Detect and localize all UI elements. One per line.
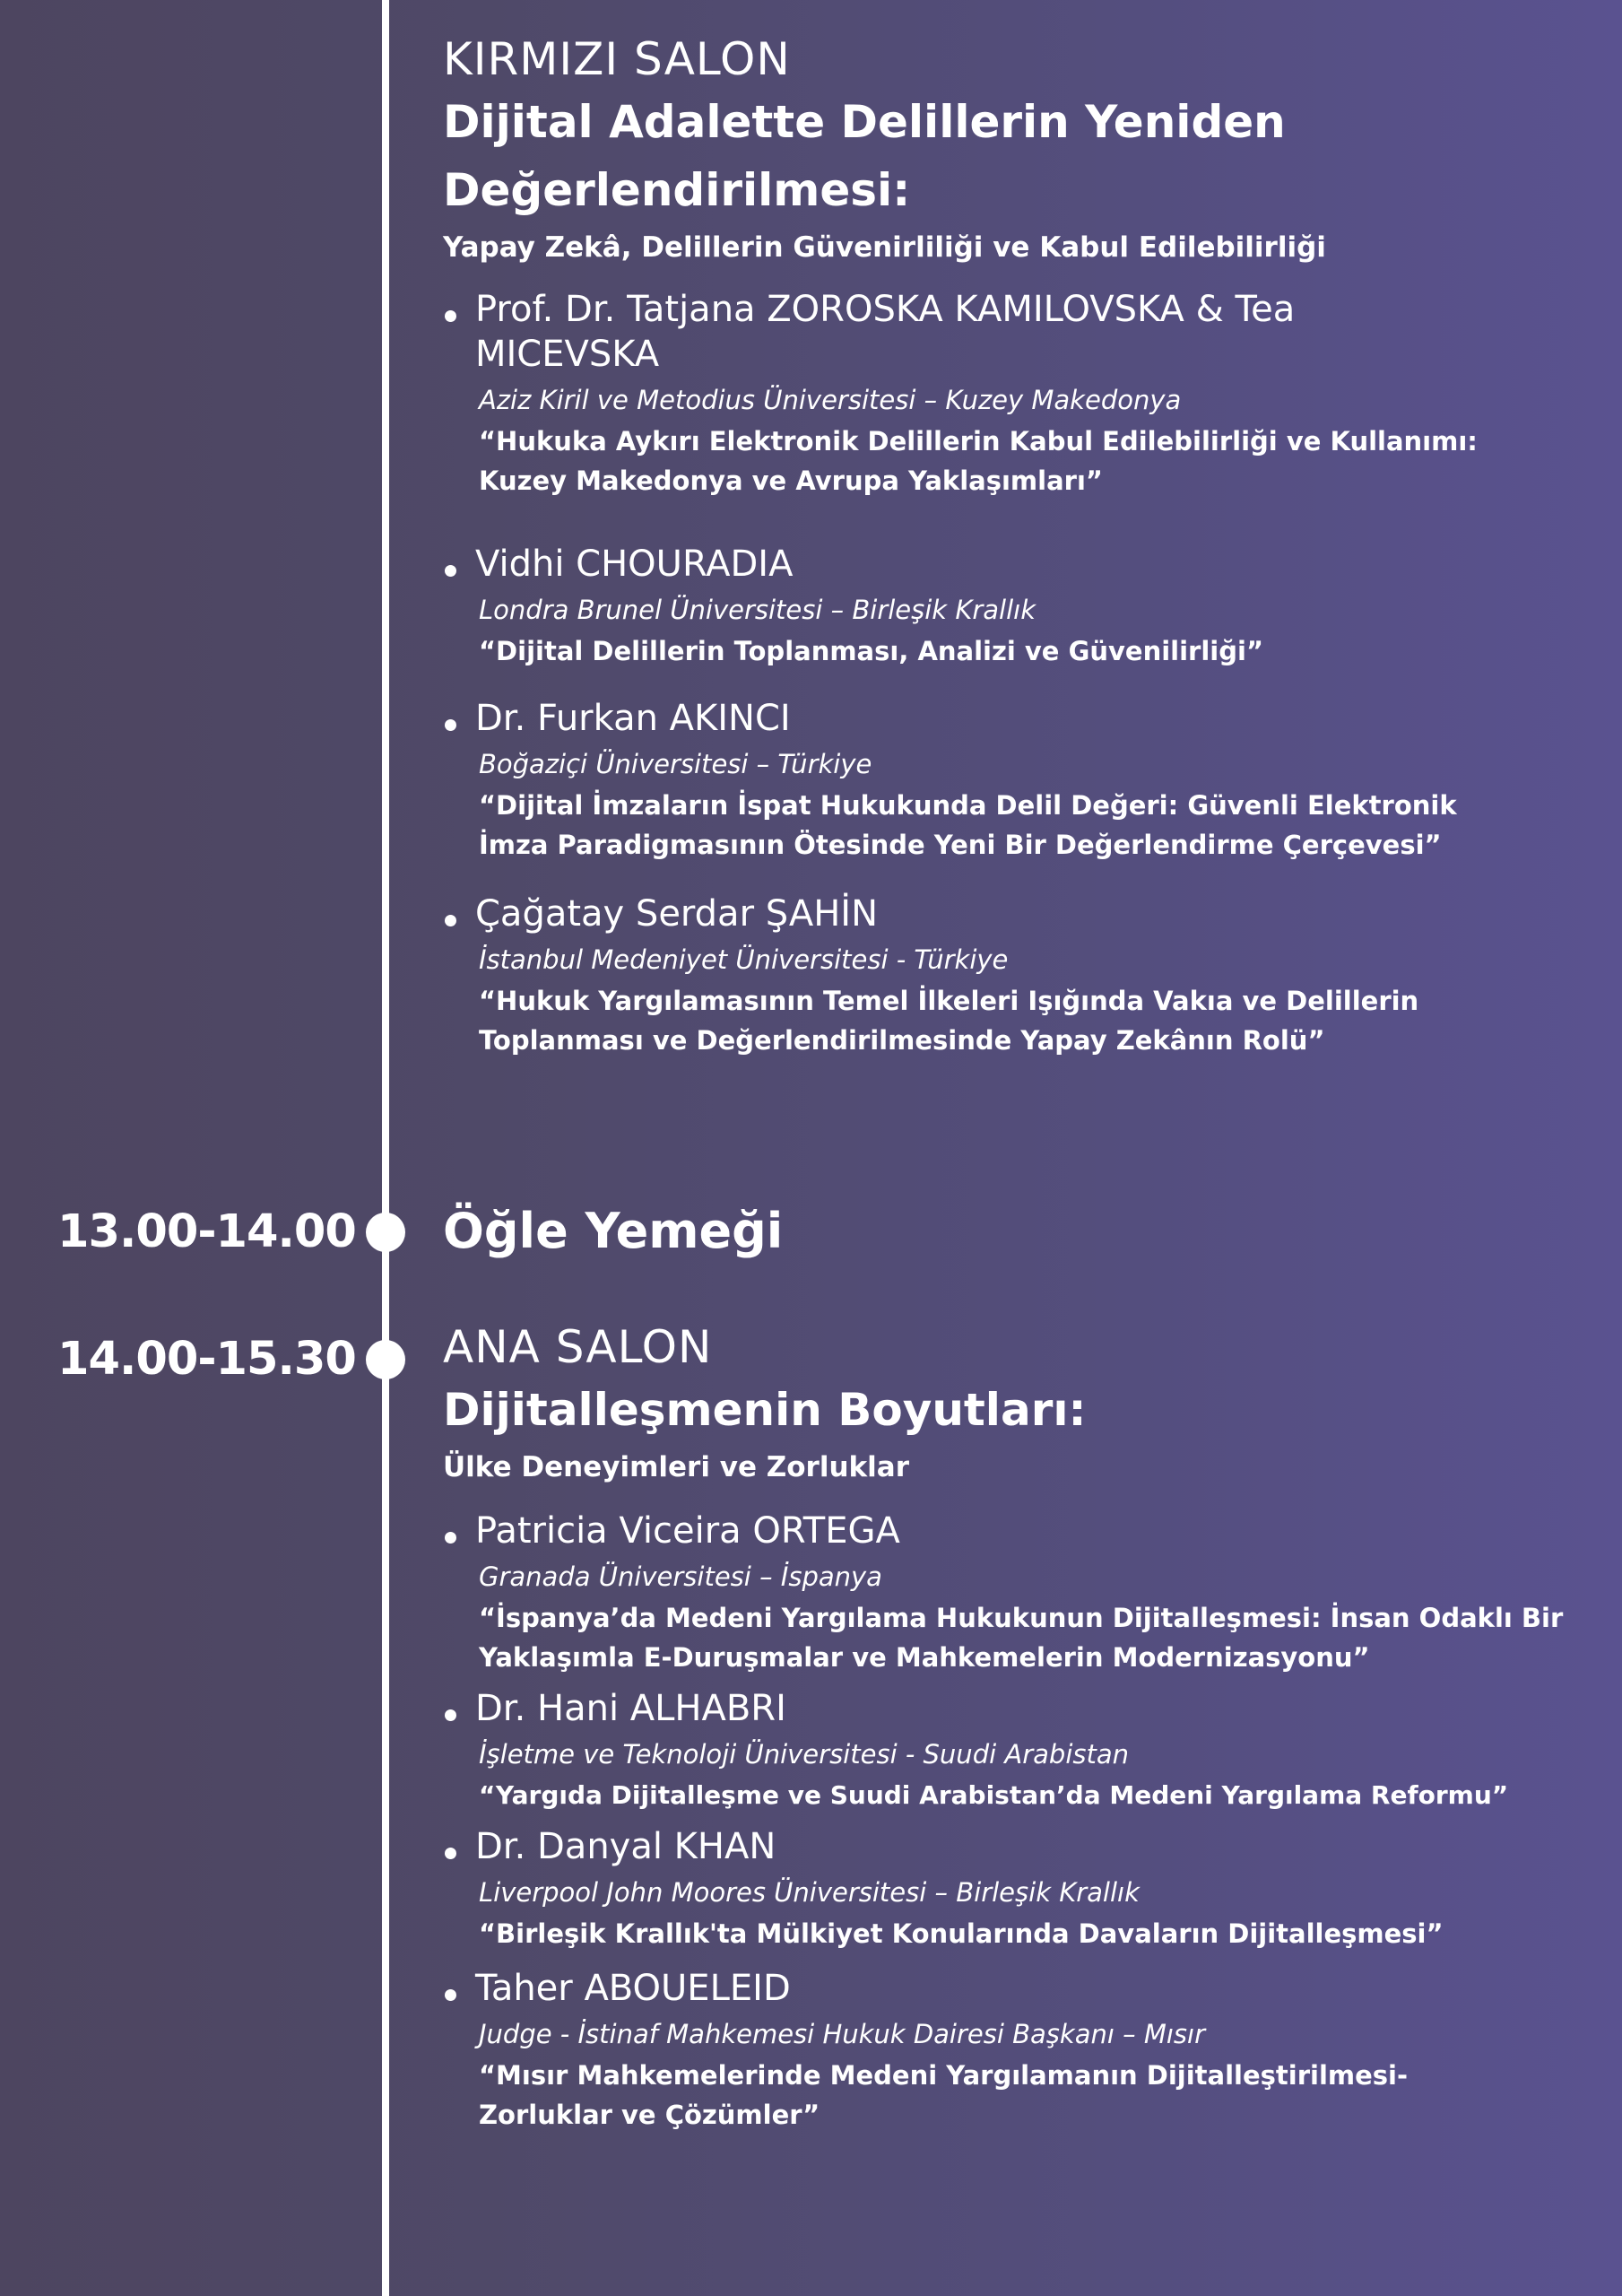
speaker-name: Dr. Hani ALHABRI: [475, 1688, 786, 1729]
speaker-affiliation: Londra Brunel Üniversitesi – Birleşik Krallık: [479, 595, 1036, 625]
speaker-item: [443, 1686, 1600, 1815]
speaker-item: [443, 891, 1533, 1060]
speaker-affiliation: Liverpool John Moores Üniversitesi – Birleşik Krallık: [479, 1877, 1140, 1908]
speaker-name: Çağatay Serdar ŞAHİN: [475, 893, 879, 935]
session-subtitle: Yapay Zekâ, Delillerin Güvenirliliği ve Kabul Edilebilirliği: [443, 231, 1326, 264]
speaker-item: [443, 1824, 1600, 1953]
speaker-name: Dr. Furkan AKINCI: [475, 698, 791, 739]
speaker-talk-title: “Dijital Delillerin Toplanması, Analizi ve Güvenilirliği”: [479, 636, 1263, 666]
speaker-name: Prof. Dr. Tatjana ZOROSKA KAMILOVSKA & Tea MICEVSKA: [475, 289, 1296, 375]
speaker-list: [443, 1509, 1600, 2135]
speaker-talk-title: “Hukuk Yargılamasının Temel İlkeleri Işığında Vakıa ve Delillerin Toplanması ve Değerlendirilmesinde Yapay Zekânın Rolü”: [479, 986, 1419, 1056]
speaker-affiliation: Boğaziçi Üniversitesi – Türkiye: [479, 749, 872, 779]
speaker-talk-title: “Mısır Mahkemelerinde Medeni Yargılamanın Dijitalleştirilmesi- Zorluklar ve Çözümler”: [479, 2060, 1409, 2130]
timeline-line: [382, 0, 389, 2296]
speaker-affiliation: İstanbul Medeniyet Üniversitesi - Türkiye: [479, 944, 1009, 975]
speaker-affiliation: Aziz Kiril ve Metodius Üniversitesi – Kuzey Makedonya: [479, 385, 1182, 415]
speaker-talk-title: “Birleşik Krallık'ta Mülkiyet Konularında Davaların Dijitalleşmesi”: [479, 1918, 1444, 1949]
salon-name: KIRMIZI SALON: [443, 33, 791, 85]
speaker-talk-title: “İspanya’da Medeni Yargılama Hukukunun Dijitalleşmesi: İnsan Odaklı Bir Yaklaşımla E-Duruşmalar ve Mahkemelerin Modernizasyonu”: [479, 1603, 1564, 1673]
speaker-name: Vidhi CHOURADIA: [475, 544, 794, 585]
speaker-item: [443, 287, 1515, 500]
timeline-dot-afternoon: [366, 1340, 405, 1379]
speaker-affiliation: İşletme ve Teknoloji Üniversitesi - Suudi Arabistan: [479, 1739, 1129, 1770]
session-title: Dijitalleşmenin Boyutları:: [443, 1384, 1087, 1436]
session-ana-salon: [443, 1320, 1600, 2135]
timeline-dot-lunch: [366, 1213, 405, 1252]
time-label-lunch: 13.00-14.00: [57, 1205, 356, 1258]
speaker-item: [443, 1509, 1605, 1677]
speaker-name: Dr. Danyal KHAN: [475, 1826, 776, 1867]
speaker-talk-title: “Yargıda Dijitalleşme ve Suudi Arabistan’da Medeni Yargılama Reformu”: [479, 1780, 1509, 1810]
lunch-label: Öğle Yemeği: [443, 1203, 784, 1259]
speaker-affiliation: Granada Üniversitesi – İspanya: [479, 1561, 882, 1592]
speaker-item: [443, 542, 1600, 671]
session-title: Dijital Adalette Delillerin Yeniden Değerlendirilmesi:: [443, 96, 1286, 216]
time-label-afternoon: 14.00-15.30: [57, 1333, 356, 1386]
session-kirmizi-salon: [443, 32, 1600, 1060]
speaker-item: [443, 1966, 1551, 2135]
speaker-list: [443, 287, 1600, 1060]
speaker-talk-title: “Dijital İmzaların İspat Hukukunda Delil Değeri: Güvenli Elektronik İmza Paradigmasının Ötesinde Yeni Bir Değerlendirme Çerçevesi”: [479, 790, 1457, 860]
speaker-name: Taher ABOUELEID: [475, 1968, 791, 2009]
speaker-name: Patricia Viceira ORTEGA: [475, 1510, 900, 1552]
session-subtitle: Ülke Deneyimleri ve Zorluklar: [443, 1451, 909, 1483]
salon-name: ANA SALON: [443, 1321, 713, 1373]
speaker-talk-title: “Hukuka Aykırı Elektronik Delillerin Kabul Edilebilirliği ve Kullanımı: Kuzey Makedonya ve Avrupa Yaklaşımları”: [479, 426, 1478, 496]
speaker-item: [443, 696, 1533, 865]
speaker-affiliation: Judge - İstinaf Mahkemesi Hukuk Dairesi Başkanı – Mısır: [479, 2019, 1206, 2049]
